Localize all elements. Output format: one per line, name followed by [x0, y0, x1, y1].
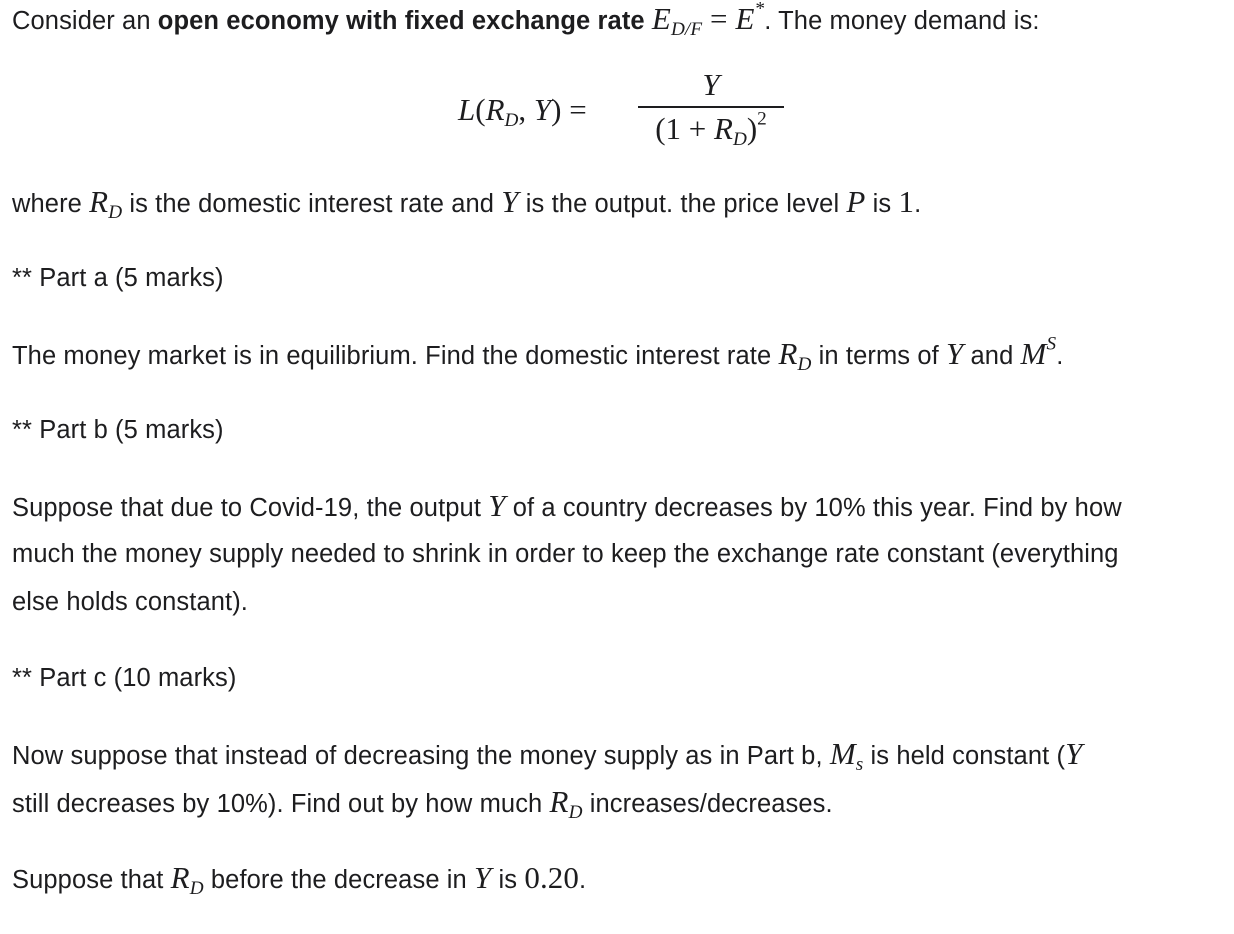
part-b-heading: ** Part b (5 marks): [12, 416, 224, 444]
where-text-1: where: [12, 190, 90, 218]
part-c-line-2: [12, 785, 833, 821]
part-b-text-2: of a country decreases by 10% this year. Find by how: [505, 494, 1122, 522]
part-a-heading: ** Part a (5 marks): [12, 264, 224, 292]
part-c-text-1: Now suppose that instead of decreasing the money supply as in Part b,: [12, 742, 830, 770]
where-text-4: is: [872, 190, 899, 218]
part-c-line-1: [12, 737, 1082, 773]
intro-bold-text: open economy with fixed exchange rate: [157, 7, 645, 35]
y-symbol: Y: [1065, 736, 1083, 771]
intro-after-text: . The money demand is:: [764, 7, 1040, 35]
rd-symbol: $R_D$: [89, 184, 123, 223]
where-text-3: is the output. the price level: [525, 190, 847, 218]
y-symbol: Y: [945, 336, 964, 371]
y-symbol: Y: [474, 860, 492, 895]
ms-symbol: $M^S$: [1020, 333, 1057, 371]
part-a-text: [12, 333, 1064, 375]
equation-lhs: $L(R_D$, Y) =: [458, 92, 587, 131]
period: .: [579, 866, 587, 894]
where-text-2: is the domestic interest rate and: [129, 190, 502, 218]
part-b-text-1: Suppose that due to Covid-19, the output: [12, 494, 489, 522]
price-value: 1: [898, 184, 915, 219]
rd-symbol: $R_D$: [778, 336, 812, 375]
part-c-text-7: is: [498, 866, 525, 894]
part-c-text-3: still decreases by 10%). Find out by how much: [12, 790, 550, 818]
part-b-line-2: much the money supply needed to shrink in order to keep the exchange rate constant (everything: [12, 540, 1119, 568]
period: .: [914, 190, 922, 218]
p-symbol: P: [846, 184, 866, 219]
part-b-line-3: else holds constant).: [12, 588, 248, 616]
rd-symbol: $R_D$: [170, 860, 204, 899]
part-c-text-4: increases/decreases.: [589, 790, 833, 818]
part-c-line-3: [12, 861, 586, 897]
period: .: [1056, 342, 1064, 370]
intro-line: [12, 2, 1040, 38]
y-symbol: Y: [488, 488, 506, 523]
where-line: [12, 185, 921, 221]
part-a-text-3: and: [970, 342, 1021, 370]
intro-text: Consider an: [12, 7, 158, 35]
part-b-line-1: [12, 489, 1122, 525]
ms-symbol: $M_s$: [829, 736, 864, 775]
exchange-rate-math: $E_{D/F} = E^*$: [651, 0, 765, 40]
rd-initial-value: 0.20: [524, 860, 580, 895]
part-c-text-6: before the decrease in: [210, 866, 475, 894]
part-a-text-2: in terms of: [818, 342, 946, 370]
part-a-text-1: The money market is in equilibrium. Find the domestic interest rate: [12, 342, 779, 370]
equation-fraction: Y $(1 + R_D)^2$: [638, 64, 784, 146]
part-c-heading: ** Part c (10 marks): [12, 664, 237, 692]
y-symbol: Y: [501, 184, 519, 219]
part-c-text-5: Suppose that: [12, 866, 171, 894]
part-c-text-2: is held constant (: [870, 742, 1066, 770]
rd-symbol: $R_D$: [549, 784, 583, 823]
